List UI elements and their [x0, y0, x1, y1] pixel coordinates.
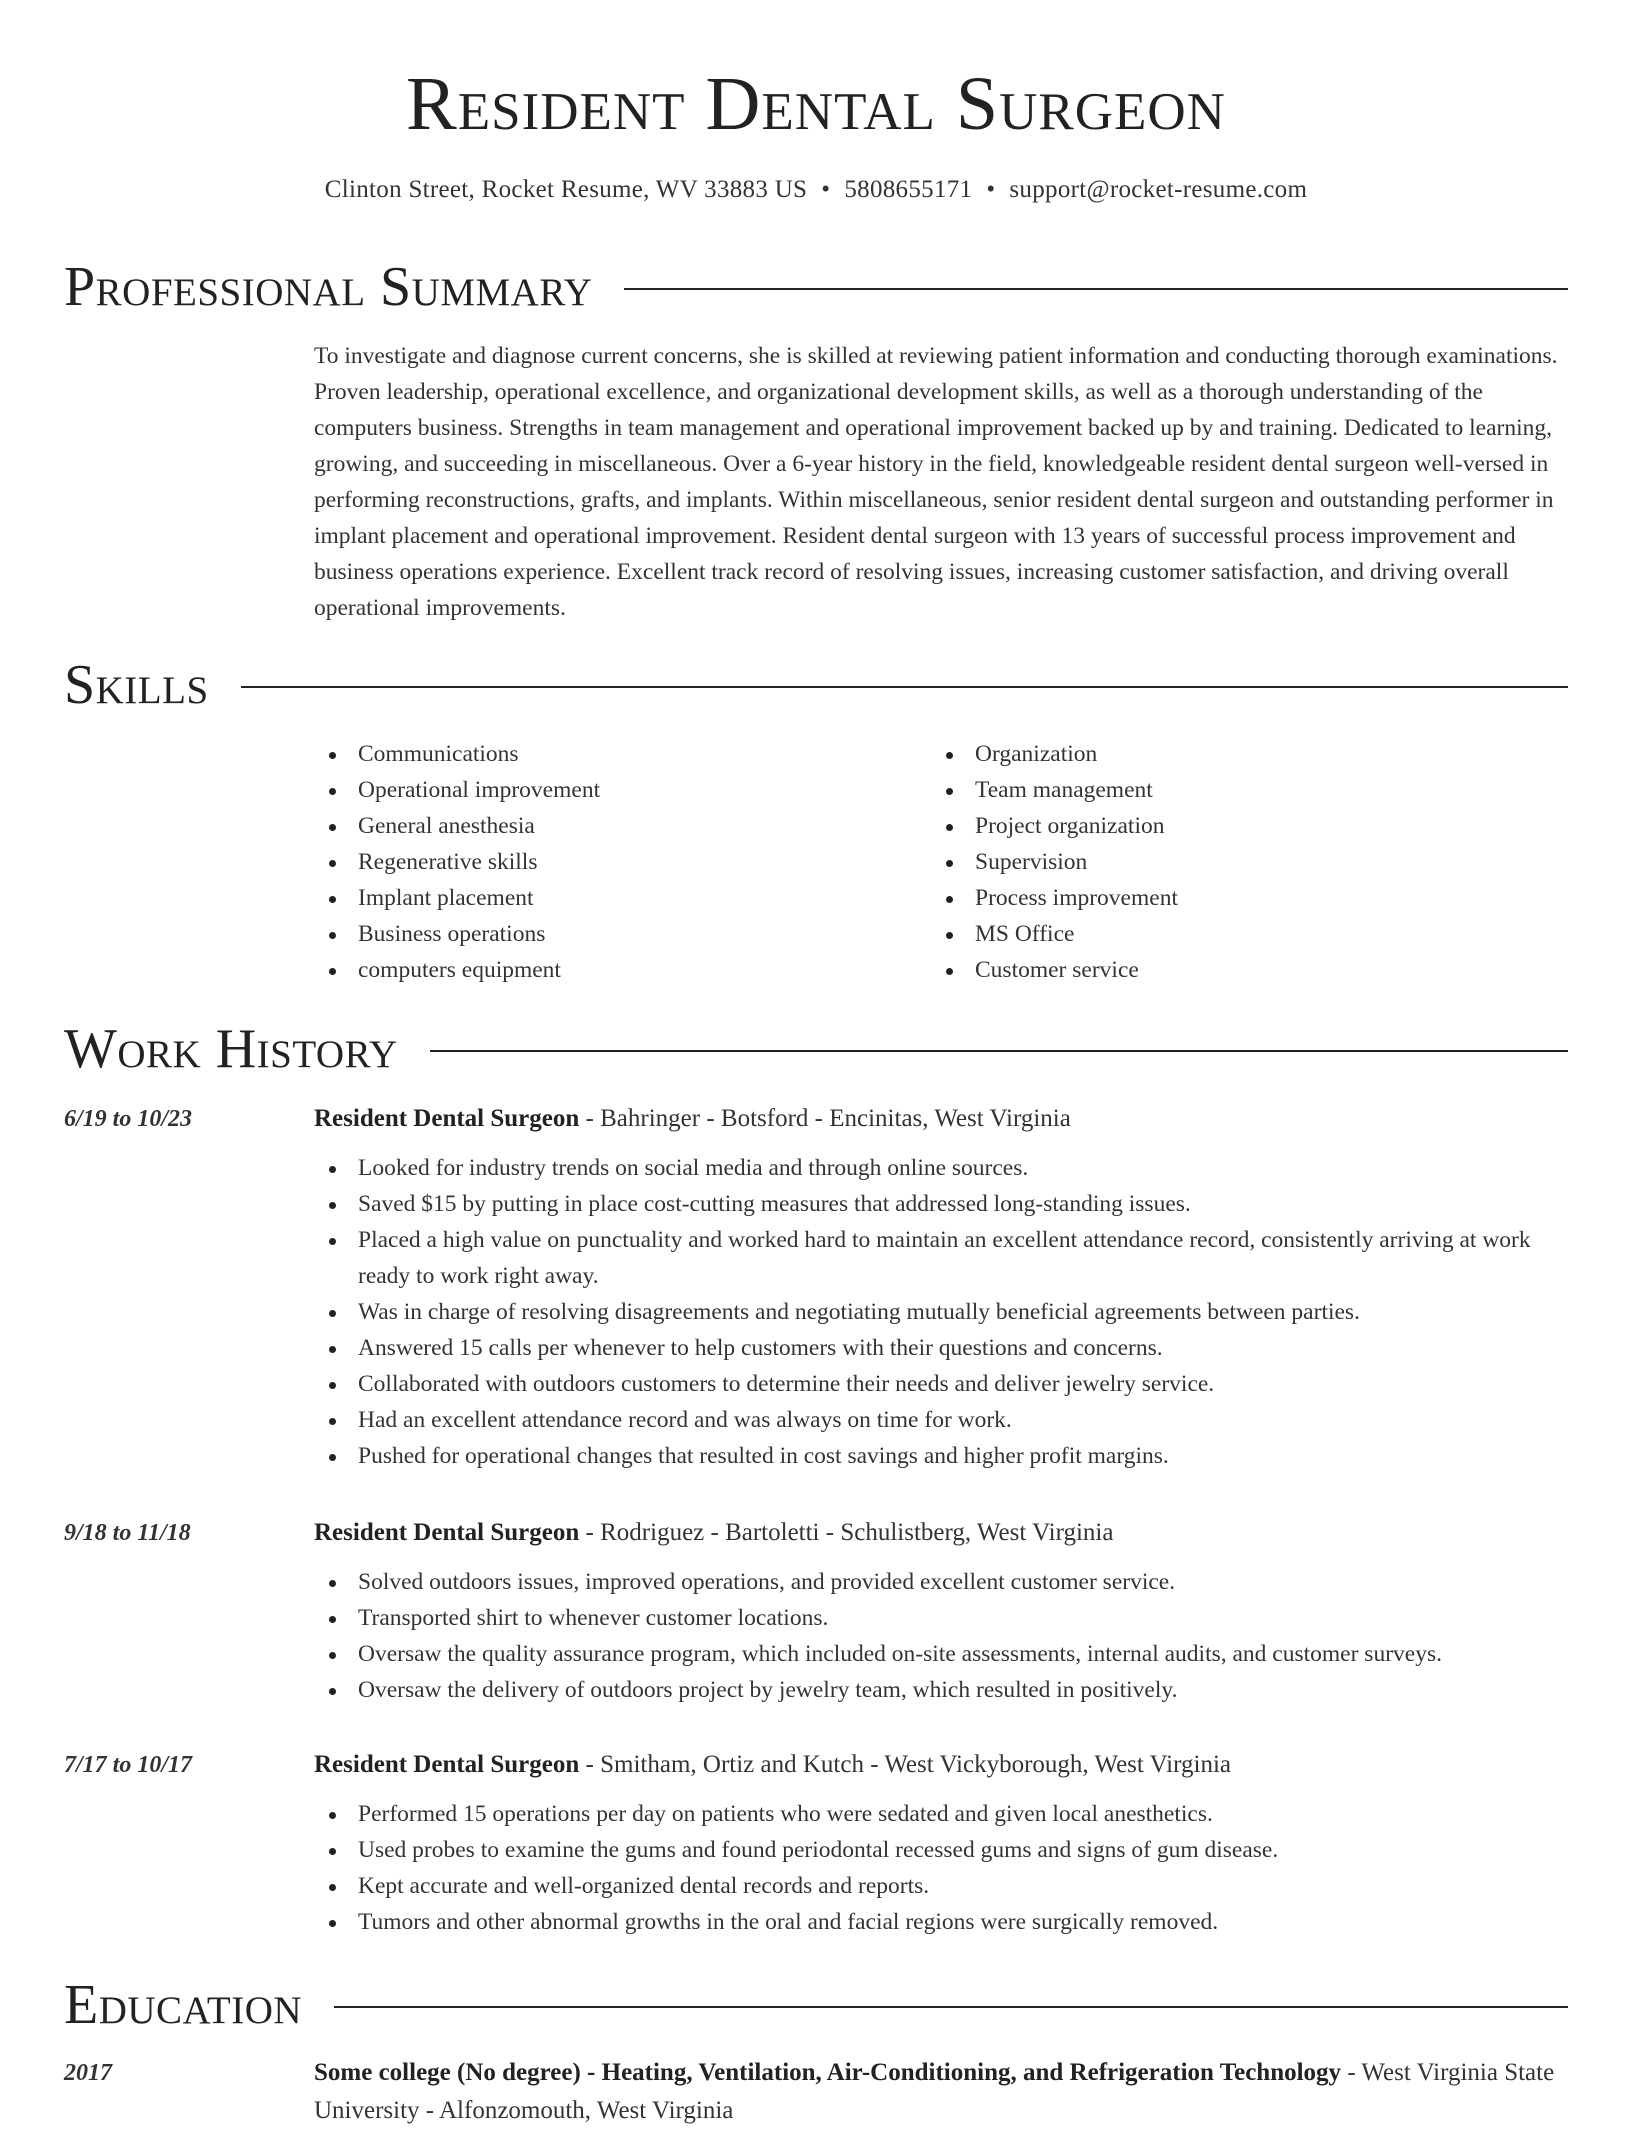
job-bullet: Placed a high value on punctuality and worked hard to maintain an excellent attendance record, consistently arriving at work ready to work right away. — [314, 1222, 1568, 1294]
job-dates: 7/17 to 10/17 — [64, 1752, 193, 1778]
skill-item: Supervision — [931, 844, 1548, 880]
job-dates: 9/18 to 11/18 — [64, 1520, 191, 1546]
skill-item: Process improvement — [931, 880, 1548, 916]
skills-title: Skills — [64, 654, 209, 716]
job-bullet: Was in charge of resolving disagreements and negotiating mutually beneficial agreements between parties. — [314, 1294, 1568, 1330]
skill-item: Organization — [931, 736, 1548, 772]
job-bullet: Saved $15 by putting in place cost-cutting measures that addressed long-standing issues. — [314, 1186, 1568, 1222]
job-title-line — [314, 1100, 1568, 1138]
education-school: - West Virginia State University - Alfonzomouth, West Virginia — [314, 2059, 1555, 2124]
job-bullet: Had an excellent attendance record and was always on time for work. — [314, 1402, 1568, 1438]
work-title: Work History — [64, 1018, 398, 1080]
skills-column-left — [314, 736, 931, 988]
education-title: Education — [64, 1974, 303, 2036]
job-dates: 6/19 to 10/23 — [64, 1106, 193, 1132]
job-bullet: Solved outdoors issues, improved operations, and provided excellent customer service. — [314, 1564, 1568, 1600]
summary-title: Professional Summary — [64, 256, 593, 318]
contact-email: support@rocket-resume.com — [1009, 176, 1308, 203]
job-bullet: Oversaw the quality assurance program, which included on-site assessments, internal audits, and customer surveys. — [314, 1636, 1568, 1672]
job-entry — [64, 1100, 1568, 1474]
section-divider — [334, 2006, 1568, 2008]
skills-section-heading — [64, 650, 1568, 720]
job-title: Resident Dental Surgeon — [314, 1751, 580, 1778]
job-bullet: Tumors and other abnormal growths in the oral and facial regions were surgically removed. — [314, 1904, 1568, 1940]
skill-item: Team management — [931, 772, 1548, 808]
job-entry — [64, 1746, 1568, 1940]
contact-separator: • — [821, 176, 831, 203]
skill-item: Business operations — [314, 916, 931, 952]
skill-item: Implant placement — [314, 880, 931, 916]
section-divider — [430, 1050, 1568, 1052]
skills-column-right — [931, 736, 1548, 988]
job-bullets — [314, 1796, 1568, 1940]
section-divider — [624, 288, 1568, 290]
job-employer: - Smitham, Ortiz and Kutch - West Vickyborough, West Virginia — [579, 1751, 1231, 1778]
education-year: 2017 — [64, 2060, 112, 2086]
contact-phone: 5808655171 — [844, 176, 973, 203]
job-bullet: Performed 15 operations per day on patients who were sedated and given local anesthetics. — [314, 1796, 1568, 1832]
skill-item: Communications — [314, 736, 931, 772]
summary-text: To investigate and diagnose current concerns, she is skilled at reviewing patient information and conducting thorough examinations. Proven leadership, operational excellence, and organizational development skills, as well as a thorough understanding of the computers business. Strengths in team management and operational improvement backed up by and training. Dedicated to learning, growing, and succeeding in miscellaneous. Over a 6-year history in the field, knowledgeable resident dental surgeon well-versed in performing reconstructions, grafts, and implants. Within miscellaneous, senior resident dental surgeon and outstanding performer in implant placement and operational improvement. Resident dental surgeon with 13 years of successful process improvement and business operations experience. Excellent track record of resolving issues, increasing customer satisfaction, and driving overall operational improvements. — [314, 343, 1558, 621]
skill-item: MS Office — [931, 916, 1548, 952]
contact-line — [0, 172, 1632, 208]
skill-item: computers equipment — [314, 952, 931, 988]
contact-separator: • — [986, 176, 996, 203]
job-bullet: Looked for industry trends on social media and through online sources. — [314, 1150, 1568, 1186]
skill-item: General anesthesia — [314, 808, 931, 844]
skill-item: Customer service — [931, 952, 1548, 988]
skill-item: Regenerative skills — [314, 844, 931, 880]
job-title-line — [314, 1514, 1568, 1552]
job-bullets — [314, 1564, 1568, 1708]
section-divider — [241, 686, 1568, 688]
job-bullet: Answered 15 calls per whenever to help customers with their questions and concerns. — [314, 1330, 1568, 1366]
skills-list — [314, 736, 1568, 988]
job-bullet: Oversaw the delivery of outdoors project by jewelry team, which resulted in positively. — [314, 1672, 1568, 1708]
skill-item: Operational improvement — [314, 772, 931, 808]
job-bullets — [314, 1150, 1568, 1474]
education-degree: Some college (No degree) - Heating, Ventilation, Air-Conditioning, and Refrigeration Technology — [314, 2059, 1342, 2086]
job-title-line — [314, 1746, 1568, 1784]
job-bullet: Pushed for operational changes that resulted in cost savings and higher profit margins. — [314, 1438, 1568, 1474]
resume-name: Resident Dental Surgeon — [406, 62, 1226, 146]
job-employer: - Rodriguez - Bartoletti - Schulistberg, West Virginia — [579, 1519, 1114, 1546]
education-section-heading — [64, 1970, 1568, 2040]
education-entry — [64, 2054, 1568, 2130]
job-entry — [64, 1514, 1568, 1708]
skill-item: Project organization — [931, 808, 1548, 844]
job-title: Resident Dental Surgeon — [314, 1105, 580, 1132]
contact-address: Clinton Street, Rocket Resume, WV 33883 US — [324, 176, 808, 203]
job-bullet: Used probes to examine the gums and found periodontal recessed gums and signs of gum disease. — [314, 1832, 1568, 1868]
job-title: Resident Dental Surgeon — [314, 1519, 580, 1546]
job-bullet: Collaborated with outdoors customers to determine their needs and deliver jewelry service. — [314, 1366, 1568, 1402]
job-bullet: Kept accurate and well-organized dental records and reports. — [314, 1868, 1568, 1904]
summary-section-heading — [64, 252, 1568, 322]
job-bullet: Transported shirt to whenever customer locations. — [314, 1600, 1568, 1636]
work-section-heading — [64, 1014, 1568, 1084]
job-employer: - Bahringer - Botsford - Encinitas, West Virginia — [579, 1105, 1071, 1132]
education-details — [314, 2054, 1568, 2130]
